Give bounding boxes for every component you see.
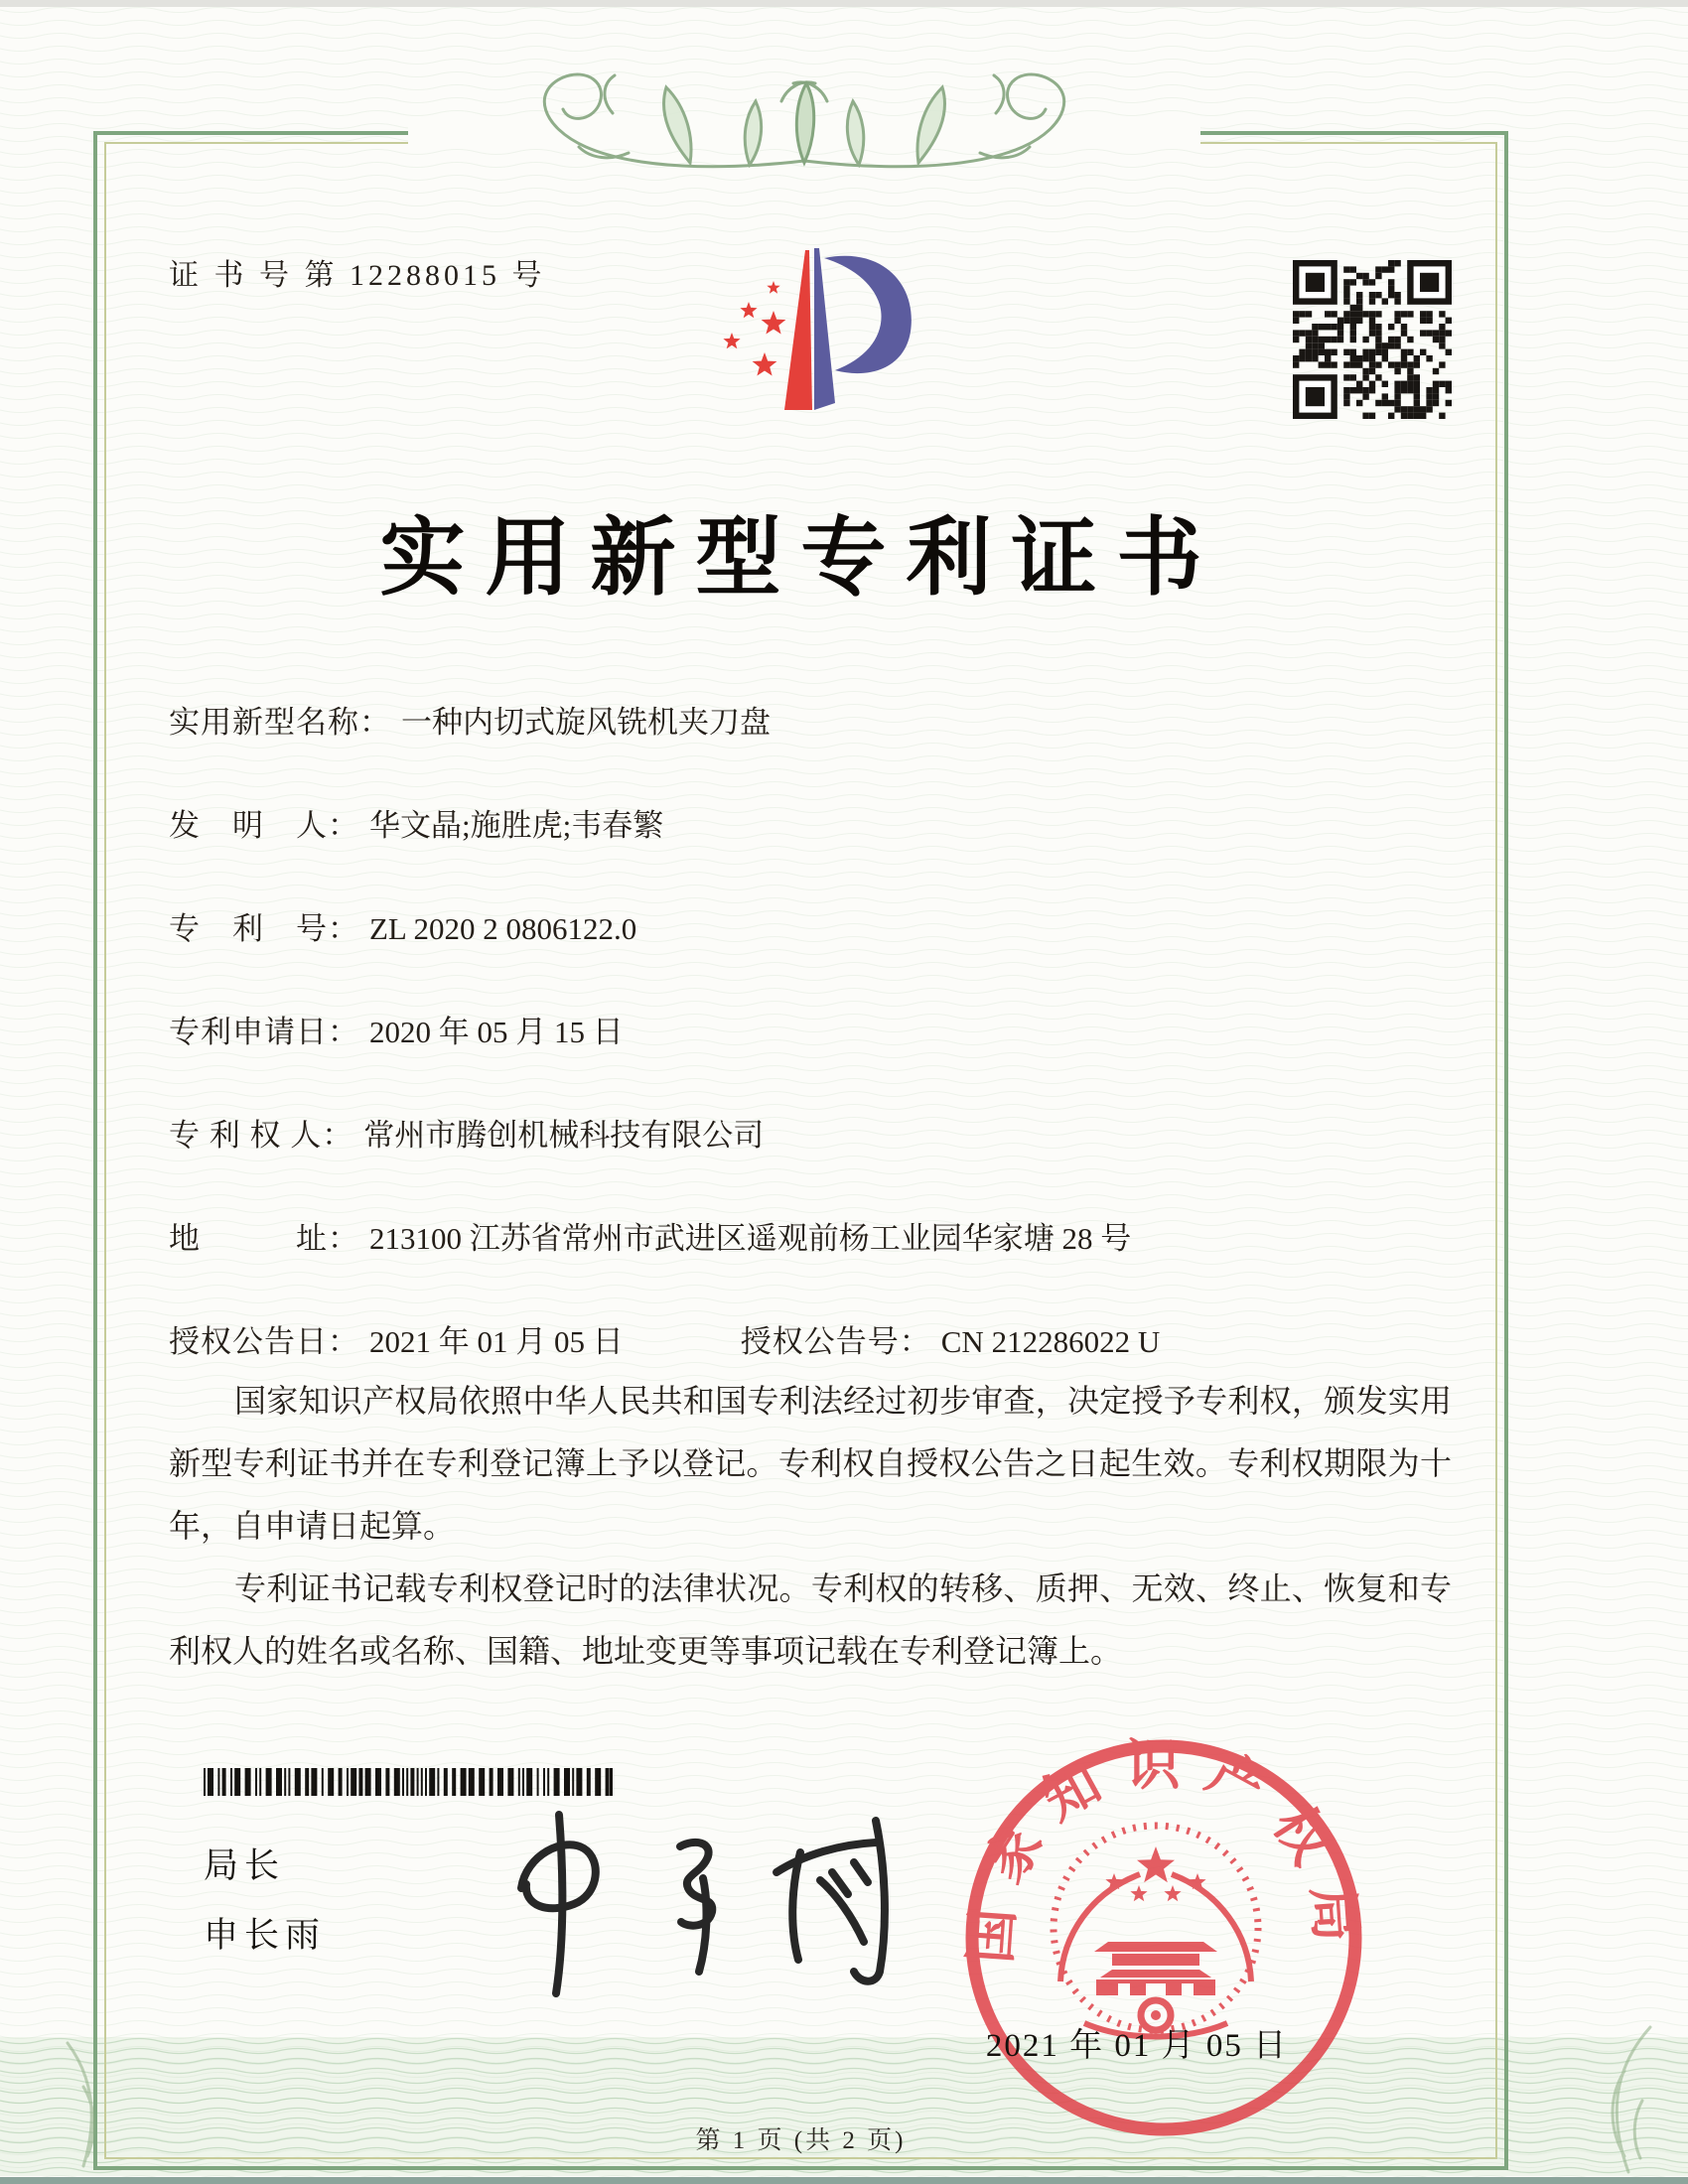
top-flourish-ornament	[392, 44, 1216, 193]
field-value: CN 212286022 U	[940, 1324, 1161, 1359]
field-row-address	[169, 1213, 1131, 1258]
field-value: 一种内切式旋风铣机夹刀盘	[401, 705, 771, 740]
field-label: 实用新型名称：	[169, 705, 391, 740]
field-value: 常州市腾创机械科技有限公司	[363, 1118, 765, 1153]
official-red-seal	[955, 1729, 1372, 2146]
field-label: 授权公告日：	[169, 1324, 359, 1359]
field-label: 发 明 人：	[169, 808, 359, 843]
field-value: ZL 2020 2 0806122.0	[369, 911, 637, 946]
field-label: 专 利 权 人：	[169, 1118, 354, 1153]
director-signature	[427, 1777, 943, 2005]
field-label: 专利申请日：	[169, 1015, 359, 1049]
field-row-patent-no	[169, 903, 636, 948]
certificate-title: 实用新型专利证书	[379, 510, 1222, 606]
seal-ring-text: 国家知识产权局	[959, 1735, 1368, 1966]
page-footer: 第 1 页 (共 2 页)	[695, 2127, 907, 2154]
qr-code	[1293, 260, 1452, 419]
legal-paragraph-2: 专利证书记载专利权登记时的法律状况。专利权的转移、质押、无效、终止、恢复和专利权人的姓名或名称、国籍、地址变更等事项记载在专利登记簿上。	[169, 1570, 1452, 1669]
field-row-grant	[169, 1316, 1160, 1361]
director-name-label: 申长雨	[204, 1916, 327, 1955]
field-row-patentee	[169, 1110, 764, 1155]
field-value: 2020 年 05 月 15 日	[369, 1015, 624, 1049]
director-title-label: 局长	[204, 1846, 286, 1885]
svg-text:国家知识产权局	[960, 1735, 1367, 1966]
field-row-name	[169, 697, 771, 742]
national-emblem	[1054, 1826, 1258, 2037]
field-value: 213100 江苏省常州市武进区遥观前杨工业园华家塘 28 号	[369, 1221, 1132, 1256]
field-row-filing-date	[169, 1007, 624, 1051]
scan-edge-bottom	[0, 2177, 1688, 2184]
legal-text	[169, 1370, 1452, 1683]
scan-edge-top	[0, 0, 1688, 7]
cnipa-logo-icon	[685, 236, 933, 440]
field-value: 2021 年 01 月 05 日	[369, 1324, 624, 1359]
bottom-right-sprig-ornament	[1581, 2021, 1670, 2180]
field-row-inventors	[169, 800, 663, 845]
certificate-number: 证 书 号 第 12288015 号	[169, 259, 546, 292]
field-label: 授权公告号：	[740, 1324, 931, 1359]
seal-date: 2021 年 01 月 05 日	[985, 2028, 1289, 2064]
field-value: 华文晶;施胜虎;韦春繁	[369, 808, 664, 843]
legal-paragraph-1: 国家知识产权局依照中华人民共和国专利法经过初步审查，决定授予专利权，颁发实用新型专利证书并在专利登记簿上予以登记。专利权自授权公告之日起生效。专利权期限为十年，自申请日起算。	[169, 1383, 1452, 1544]
bottom-left-sprig-ornament	[48, 2035, 117, 2174]
field-label: 专 利 号：	[169, 911, 359, 946]
field-label: 地 址：	[169, 1221, 359, 1256]
